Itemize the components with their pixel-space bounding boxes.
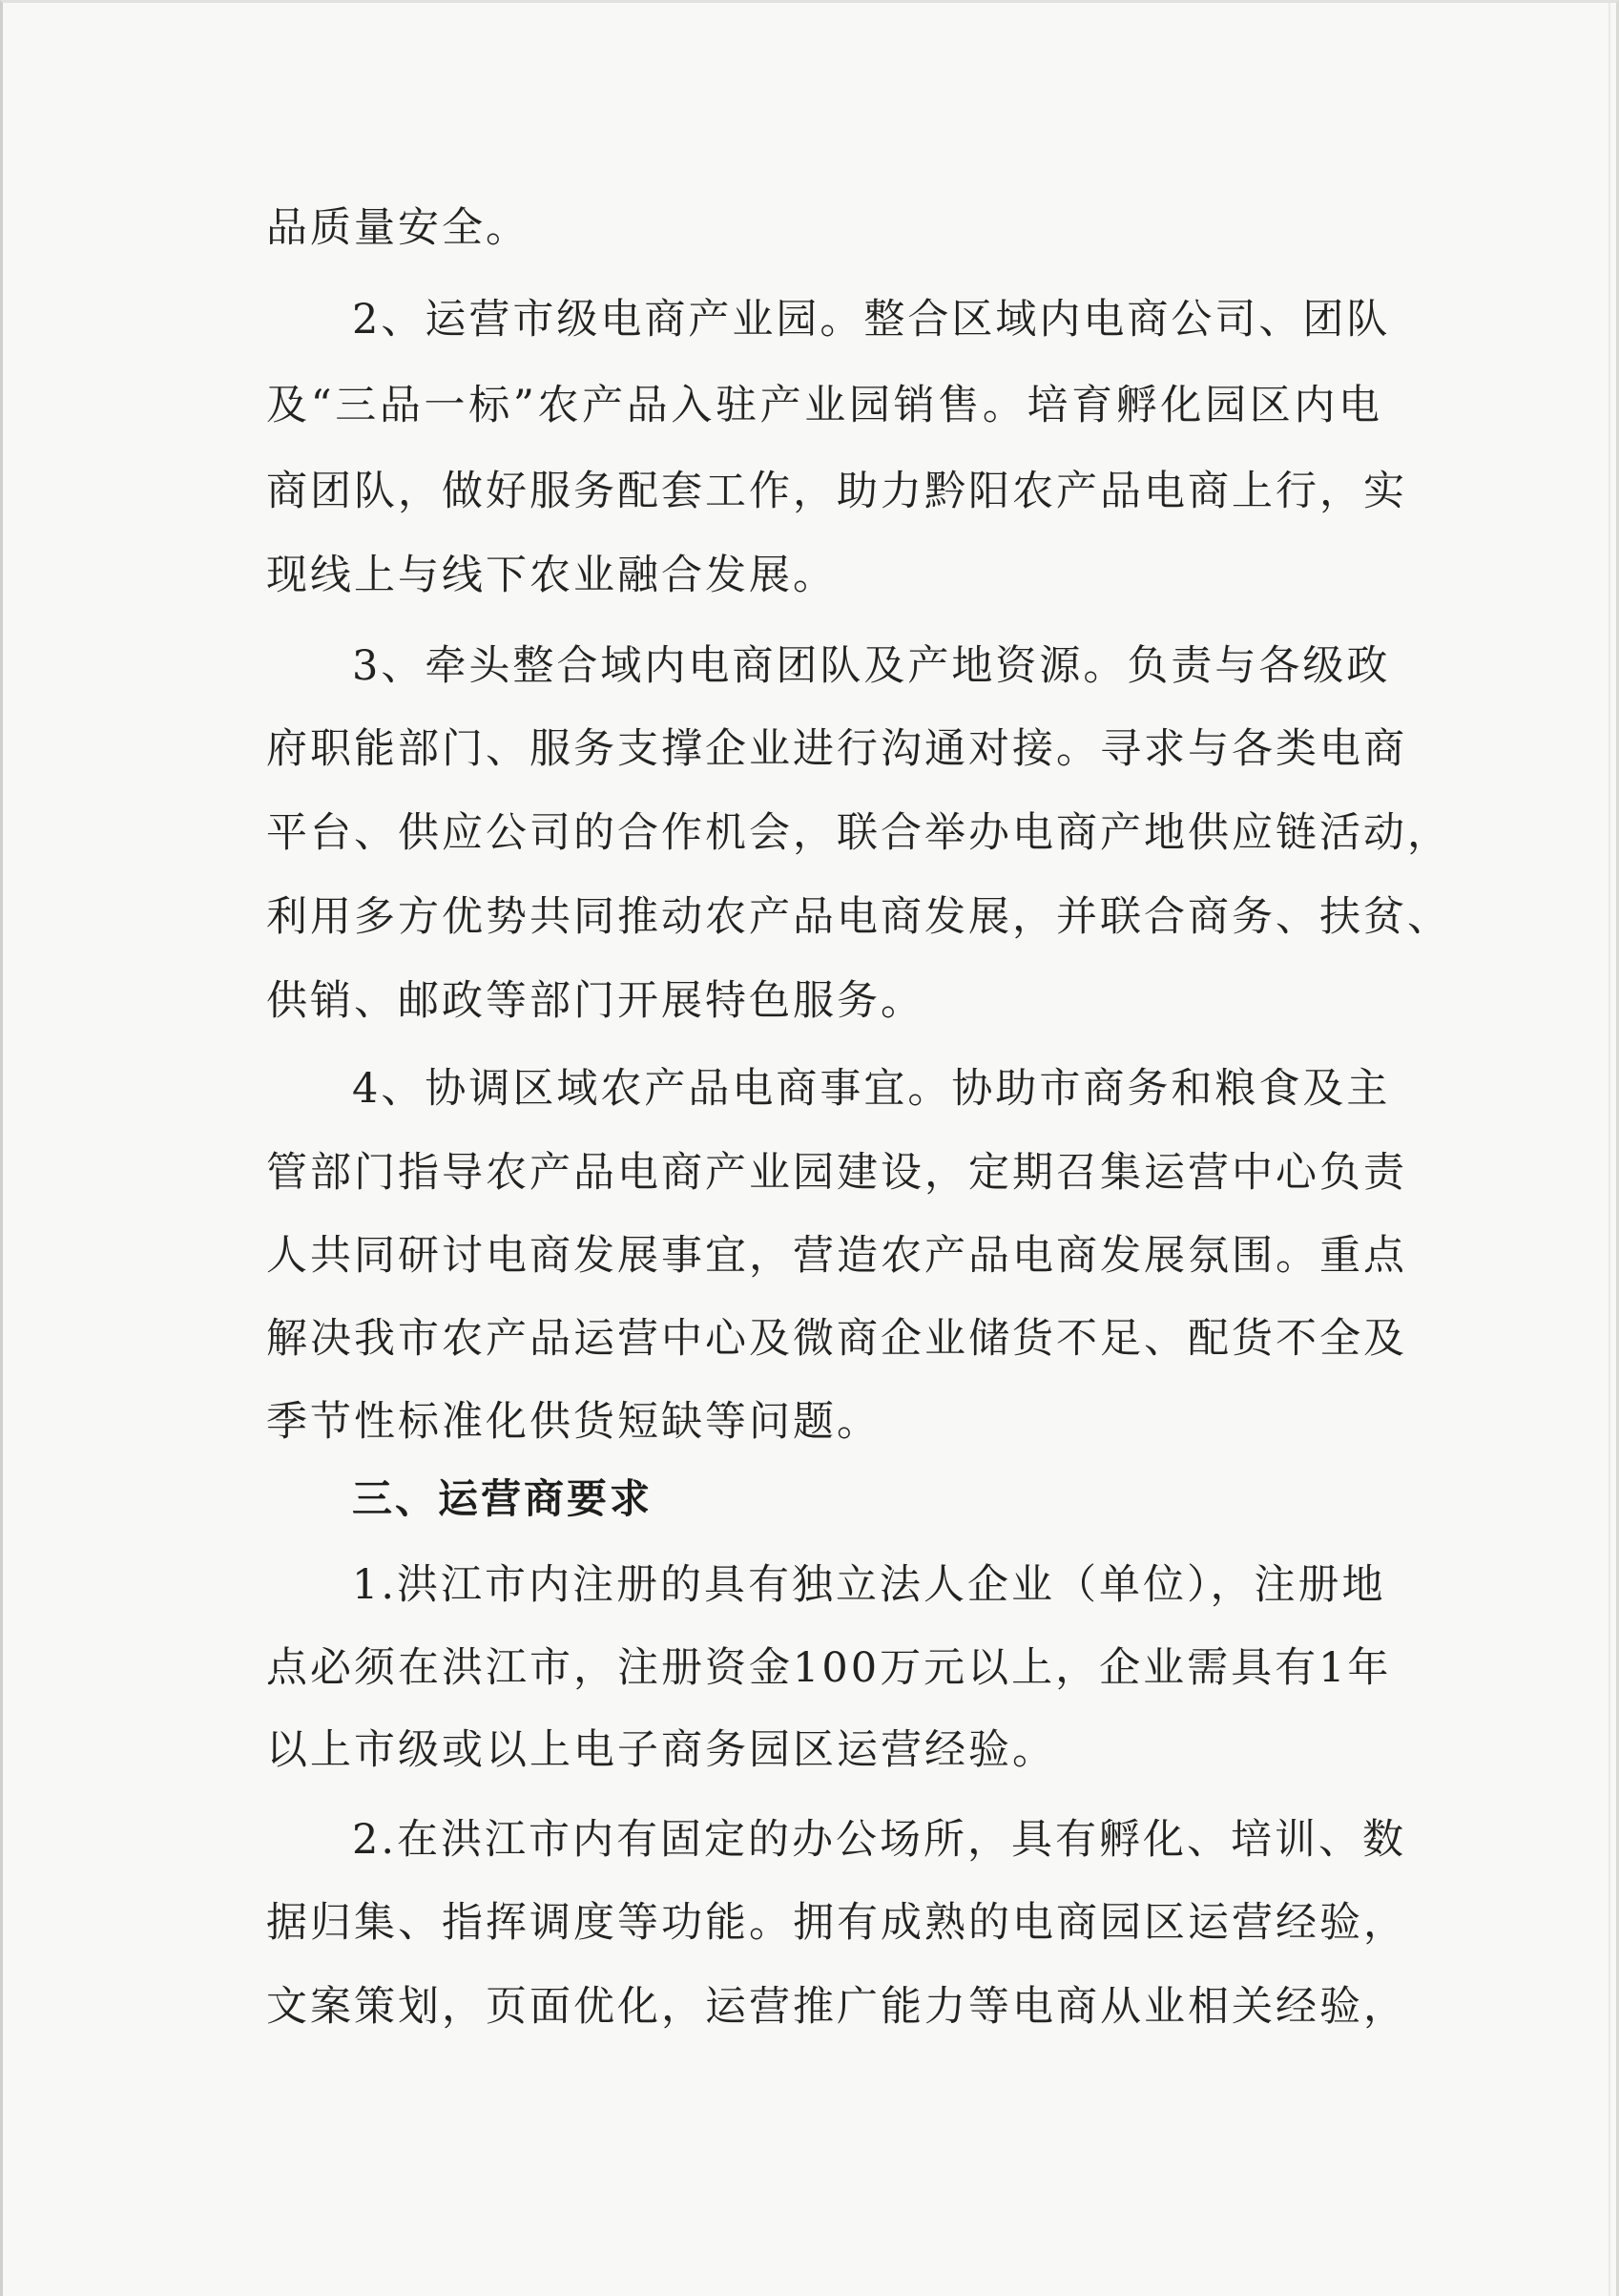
- text-line: 供销、邮政等部门开展特色服务。: [266, 977, 924, 1025]
- text-line: 现线上与线下农业融合发展。: [266, 552, 837, 599]
- text-line: 1.洪江市内注册的具有独立法人企业（单位），注册地: [352, 1561, 1386, 1609]
- text-line: 及“三品一标”农产品入驻产业园销售。培育孵化园区内电: [266, 382, 1382, 429]
- section-heading: 三、运营商要求: [352, 1475, 654, 1522]
- text-line: 品质量安全。: [266, 204, 529, 252]
- text-line: 平台、供应公司的合作机会，联合举办电商产地供应链活动，: [266, 809, 1451, 857]
- text-line: 商团队，做好服务配套工作，助力黔阳农产品电商上行，实: [266, 468, 1407, 515]
- text-line: 文案策划，页面优化，运营推广能力等电商从业相关经验，: [266, 1983, 1407, 2031]
- text-line: 府职能部门、服务支撑企业进行沟通对接。寻求与各类电商: [266, 725, 1407, 773]
- text-line: 以上市级或以上电子商务园区运营经验。: [266, 1726, 1056, 1774]
- text-line: 人共同研讨电商发展事宜，营造农产品电商发展氛围。重点: [266, 1232, 1407, 1280]
- text-line: 利用多方优势共同推动农产品电商发展，并联合商务、扶贫、: [266, 893, 1451, 941]
- text-line: 4、协调区域农产品电商事宜。协助市商务和粮食及主: [352, 1065, 1391, 1113]
- text-line: 2.在洪江市内有固定的办公场所，具有孵化、培训、数: [352, 1816, 1407, 1864]
- text-line: 解决我市农产品运营中心及微商企业储货不足、配货不全及: [266, 1315, 1407, 1363]
- text-line: 管部门指导农产品电商产业园建设，定期召集运营中心负责: [266, 1149, 1407, 1197]
- text-line: 2、运营市级电商产业园。整合区域内电商公司、团队: [352, 296, 1391, 344]
- text-line: 3、牵头整合域内电商团队及产地资源。负责与各级政: [352, 642, 1391, 690]
- text-line: 据归集、指挥调度等功能。拥有成熟的电商园区运营经验，: [266, 1899, 1407, 1947]
- text-line: 点必须在洪江市，注册资金100万元以上，企业需具有1年: [266, 1644, 1392, 1692]
- text-line: 季节性标准化供货短缺等问题。: [266, 1398, 881, 1446]
